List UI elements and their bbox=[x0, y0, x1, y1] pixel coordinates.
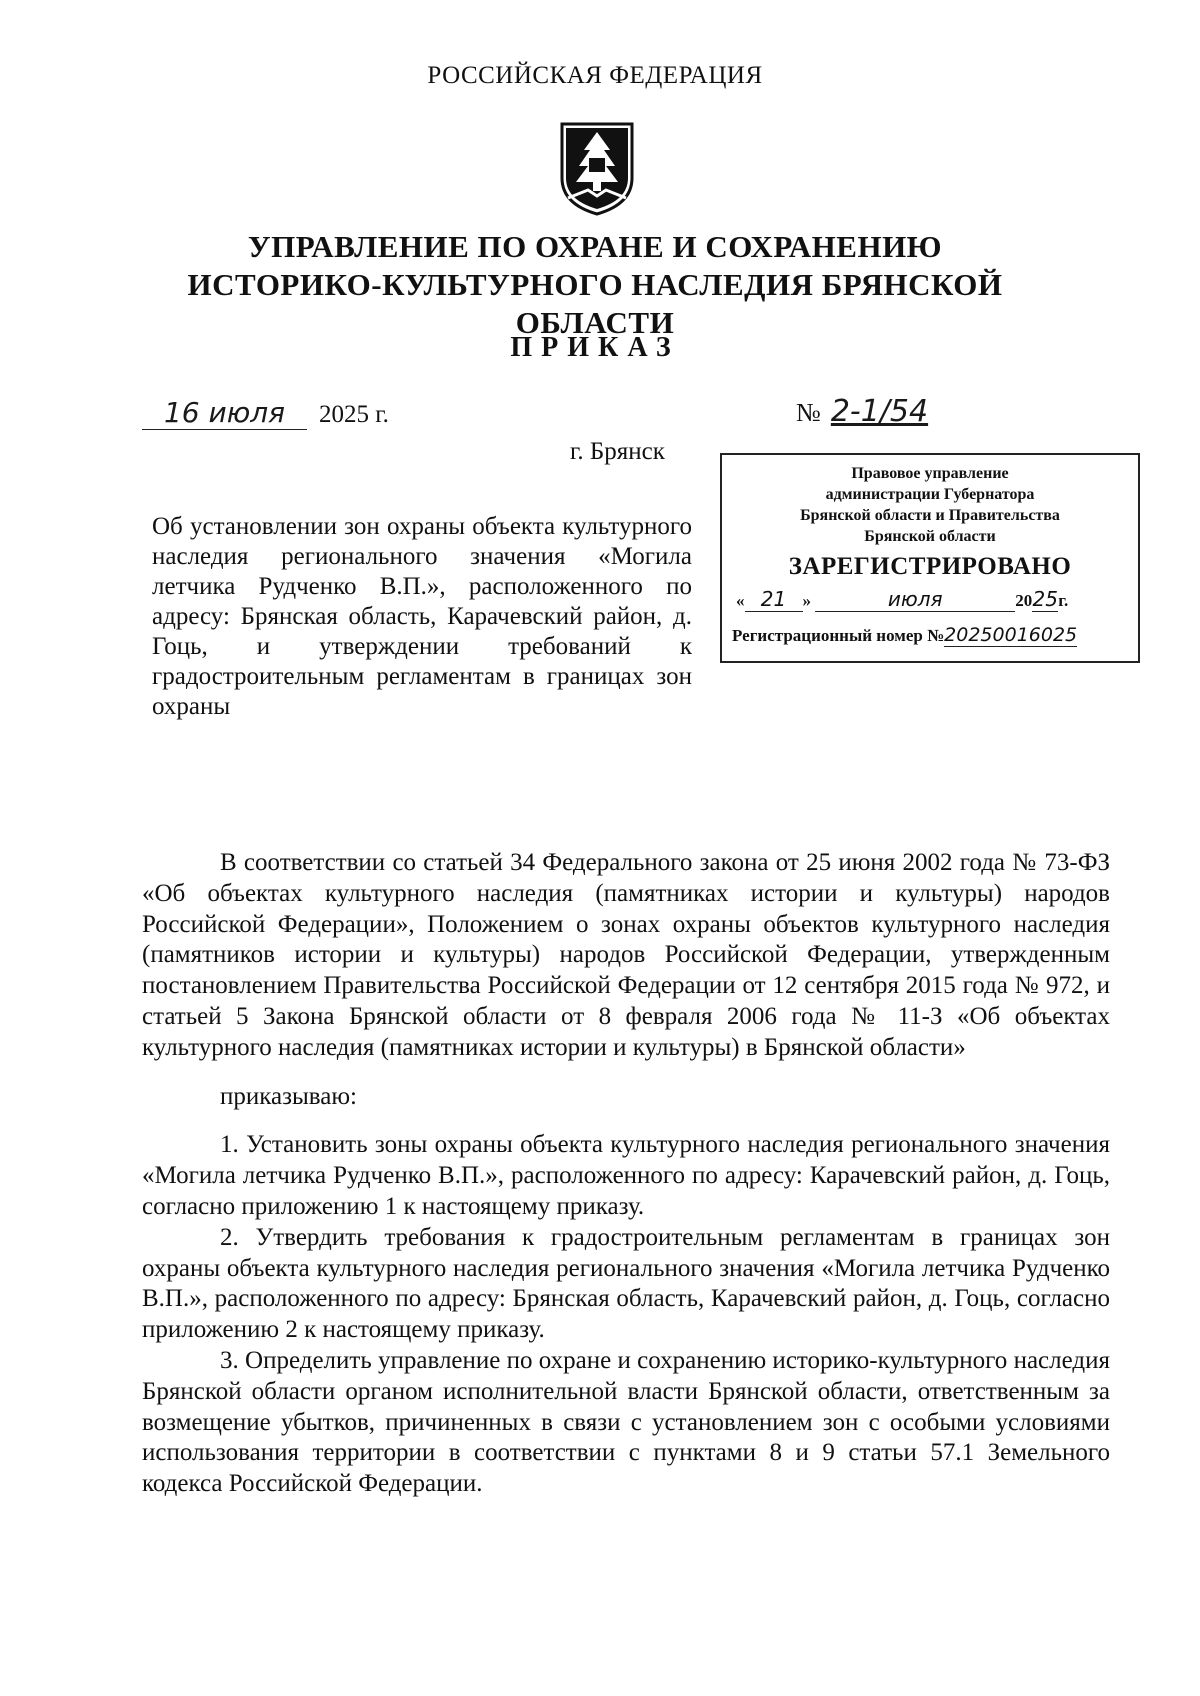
order-city: г. Брянск bbox=[570, 438, 665, 465]
stamp-reg-label: Регистрационный номер № bbox=[732, 626, 945, 645]
stamp-open-quote: « bbox=[736, 591, 745, 610]
handwritten-date: 16 июля bbox=[142, 396, 307, 430]
document-type: ПРИКАЗ bbox=[510, 332, 680, 363]
stamp-header bbox=[722, 463, 1138, 547]
stamp-registered-label: ЗАРЕГИСТРИРОВАНО bbox=[788, 553, 1072, 580]
bryansk-coat-of-arms-icon bbox=[558, 120, 636, 216]
stamp-year: 25 bbox=[1032, 587, 1058, 611]
order-subject: Об установлении зон охраны объекта культурного наследия регионального значения «Могила летчика Рудченко В.П.», расположенного по адресу: Брянская область, Карачевский район, д. Гоць, и утверждении требований к градостроительным регламентам в границах зон охраны bbox=[152, 513, 692, 720]
registration-stamp bbox=[720, 453, 1140, 663]
order-year: 2025 г. bbox=[319, 401, 389, 428]
order-item: 1. Установить зоны охраны объекта культурного наследия регионального значения «Могила летчика Рудченко В.П.», расположенного по адресу: Карачевский район, д. Гоць, согласно приложению 1 к настоящему приказу. bbox=[142, 1131, 1110, 1220]
order-word: приказываю: bbox=[220, 1082, 357, 1110]
stamp-year-suffix: г. bbox=[1058, 591, 1069, 610]
order-item: 2. Утвердить требования к градостроительным регламентам в границах зон охраны объекта культурного наследия регионального значения «Могила летчика Рудченко В.П.», расположенного по адресу: Брянская область, Карачевский район, д. Гоць, согласно приложению 2 к настоящему приказу. bbox=[142, 1223, 1110, 1344]
handwritten-number: 2-1/54 bbox=[830, 394, 929, 429]
stamp-reg-number bbox=[722, 624, 1138, 647]
order-item: 3. Определить управление по охране и сохранению историко-культурного наследия Брянской области органом исполнительной власти Брянской области, ответственным за возмещение убытков, причиненных в связи с установлением зон с особыми условиями использования территории в соответствии с пунктами 8 и 9 статьи 57.1 Земельного кодекса Российской Федерации. bbox=[142, 1346, 1110, 1498]
stamp-month: июля bbox=[815, 587, 1015, 612]
preamble-paragraph: В соответствии со статьей 34 Федерального закона от 25 июня 2002 года № 73-ФЗ «Об объектах культурного наследия (памятниках истории и культуры) народов Российской Федерации», Положением о зонах охраны объектов культурного наследия (памятников истории и культуры) народов Российской Федерации, утвержденным постановлением Правительства Российской Федерации от 12 сентября 2015 года № 972, и статьей 5 Закона Брянской области от 8 февраля 2006 года № 11-З «Об объектах культурного наследия (памятниках истории и культуры) в Брянской области» bbox=[142, 849, 1110, 1061]
agency-name: УПРАВЛЕНИЕ ПО ОХРАНЕ И СОХРАНЕНИЮ ИСТОРИКО-КУЛЬТУРНОГО НАСЛЕДИЯ БРЯНСКОЙ ОБЛАСТИ bbox=[187, 229, 1003, 340]
stamp-reg-value: 20250016025 bbox=[944, 624, 1078, 646]
stamp-header-line: администрации Губернатора bbox=[825, 486, 1035, 503]
order-number bbox=[796, 394, 928, 429]
stamp-date bbox=[722, 587, 1138, 612]
stamp-header-line: Правовое управление bbox=[851, 465, 1009, 482]
stamp-header-line: Брянской области и Правительства bbox=[800, 507, 1060, 524]
stamp-header-line: Брянской области bbox=[864, 528, 996, 545]
order-body bbox=[142, 848, 1110, 1500]
order-date bbox=[142, 396, 389, 430]
number-label: № bbox=[796, 398, 821, 427]
stamp-year-prefix: 20 bbox=[1015, 591, 1033, 610]
stamp-day: 21 bbox=[745, 587, 803, 612]
country-title: РОССИЙСКАЯ ФЕДЕРАЦИЯ bbox=[427, 62, 763, 89]
stamp-close-quote: » bbox=[802, 591, 811, 610]
